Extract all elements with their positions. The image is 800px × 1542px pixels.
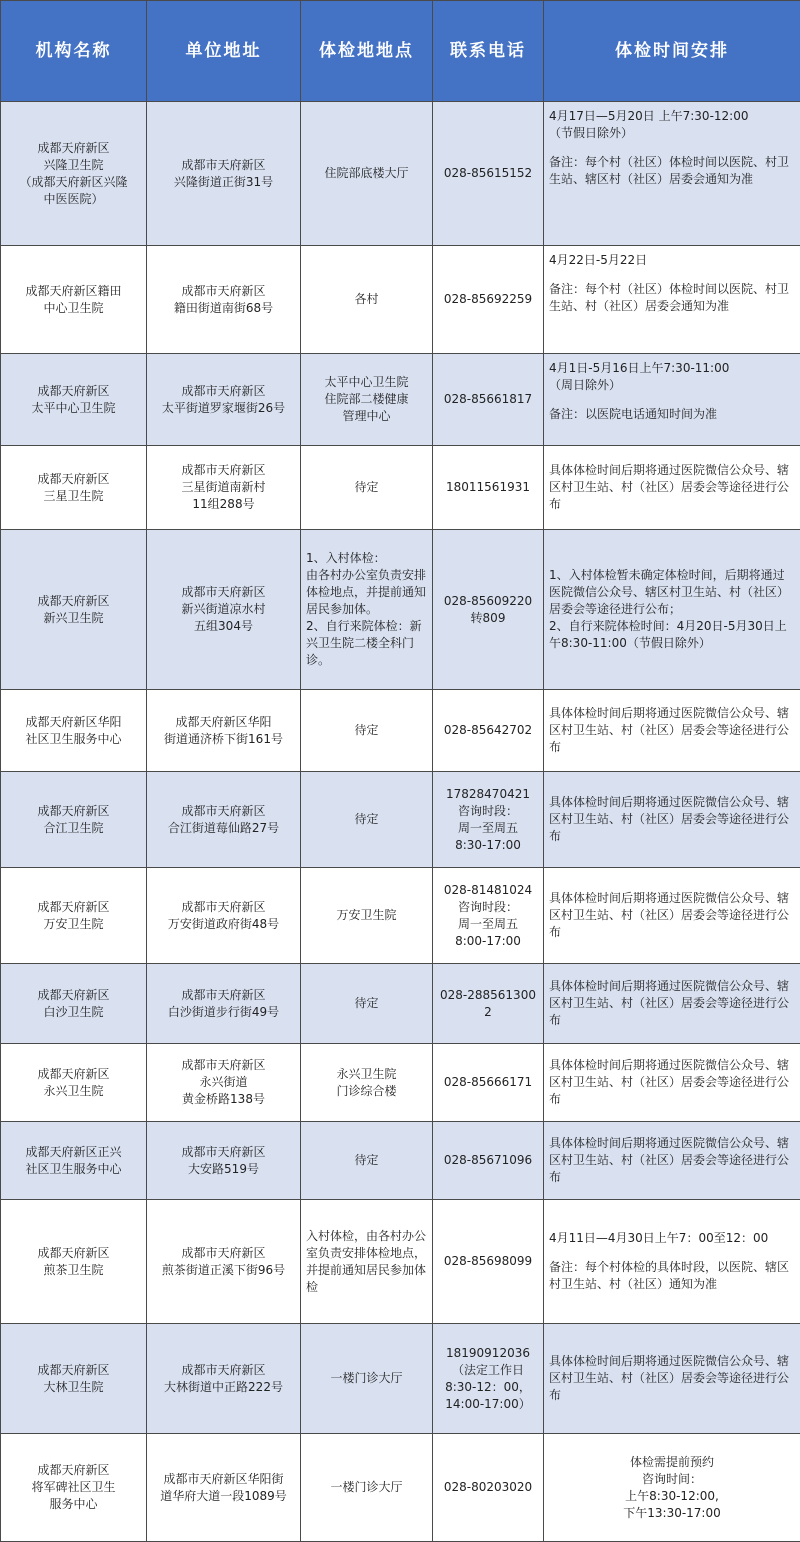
location-cell: 一楼门诊大厅 xyxy=(301,1434,433,1542)
schedule-cell: 1、入村体检暂未确定体检时间，后期将通过医院微信公众号、辖区村卫生站、村（社区）居委会等途径进行公布； 2、自行来院体检时间：4月20日-5月30日上午8:30-11:00（节假日除外） xyxy=(544,530,800,690)
table-row xyxy=(1,446,800,530)
phone-cell: 028-85609220 转809 xyxy=(433,530,544,690)
phone-cell: 028-85615152 xyxy=(433,102,544,246)
location-cell: 一楼门诊大厅 xyxy=(301,1324,433,1434)
location-cell: 入村体检，由各村办公室负责安排体检地点，并提前通知居民参加体检 xyxy=(301,1200,433,1324)
address-cell: 成都市天府新区 兴隆街道正街31号 xyxy=(147,102,301,246)
org-name-cell: 成都天府新区正兴 社区卫生服务中心 xyxy=(1,1122,147,1200)
schedule-cell: 具体体检时间后期将通过医院微信公众号、辖区村卫生站、村（社区）居委会等途径进行公布 xyxy=(544,868,800,964)
address-cell: 成都市天府新区 籍田街道南街68号 xyxy=(147,246,301,354)
header-address: 单位地址 xyxy=(147,1,301,102)
org-name-cell: 成都天府新区 大林卫生院 xyxy=(1,1324,147,1434)
schedule-note: 备注：以医院电话通知时间为准 xyxy=(549,406,795,423)
phone-cell: 028-85692259 xyxy=(433,246,544,354)
phone-cell: 028-85671096 xyxy=(433,1122,544,1200)
schedule-note: 备注：每个村（社区）体检时间以医院、村卫生站、辖区村（社区）居委会通知为准 xyxy=(549,154,795,188)
phone-cell: 18011561931 xyxy=(433,446,544,530)
table-row xyxy=(1,1200,800,1324)
org-name-cell: 成都天府新区 万安卫生院 xyxy=(1,868,147,964)
address-cell: 成都市天府新区 永兴街道 黄金桥路138号 xyxy=(147,1044,301,1122)
schedule-cell: 4月11日—4月30日上午7：00至12：00 备注：每个村体检的具体时段，以医院、辖区村卫生站、村（社区）通知为准 xyxy=(544,1200,800,1324)
address-cell: 成都市天府新区华阳街 道华府大道一段1089号 xyxy=(147,1434,301,1542)
location-cell: 永兴卫生院 门诊综合楼 xyxy=(301,1044,433,1122)
address-cell: 成都市天府新区 白沙街道步行街49号 xyxy=(147,964,301,1044)
location-cell: 待定 xyxy=(301,772,433,868)
table-row xyxy=(1,690,800,772)
address-cell: 成都市天府新区 三星街道南新村 11组288号 xyxy=(147,446,301,530)
location-cell: 住院部底楼大厅 xyxy=(301,102,433,246)
header-row xyxy=(1,1,800,102)
phone-cell: 028-85698099 xyxy=(433,1200,544,1324)
location-cell: 万安卫生院 xyxy=(301,868,433,964)
location-cell: 待定 xyxy=(301,1122,433,1200)
phone-cell: 028-80203020 xyxy=(433,1434,544,1542)
address-cell: 成都市天府新区 煎茶街道正溪下街96号 xyxy=(147,1200,301,1324)
table-row xyxy=(1,354,800,446)
location-cell: 待定 xyxy=(301,964,433,1044)
header-org: 机构名称 xyxy=(1,1,147,102)
schedule-cell: 具体体检时间后期将通过医院微信公众号、辖区村卫生站、村（社区）居委会等途径进行公布 xyxy=(544,1122,800,1200)
phone-cell: 028-85661817 xyxy=(433,354,544,446)
org-name-cell: 成都天府新区 白沙卫生院 xyxy=(1,964,147,1044)
address-cell: 成都市天府新区 万安街道政府街48号 xyxy=(147,868,301,964)
org-name-cell: 成都天府新区 将军碑社区卫生 服务中心 xyxy=(1,1434,147,1542)
schedule-cell: 具体体检时间后期将通过医院微信公众号、辖区村卫生站、村（社区）居委会等途径进行公布 xyxy=(544,1324,800,1434)
address-cell: 成都市天府新区 大林街道中正路222号 xyxy=(147,1324,301,1434)
org-name-cell: 成都天府新区 合江卫生院 xyxy=(1,772,147,868)
org-name-cell: 成都天府新区 新兴卫生院 xyxy=(1,530,147,690)
schedule-cell: 具体体检时间后期将通过医院微信公众号、辖区村卫生站、村（社区）居委会等途径进行公布 xyxy=(544,690,800,772)
header-phone: 联系电话 xyxy=(433,1,544,102)
table-row xyxy=(1,868,800,964)
org-name-cell: 成都天府新区 永兴卫生院 xyxy=(1,1044,147,1122)
table-row xyxy=(1,530,800,690)
location-cell: 太平中心卫生院 住院部二楼健康 管理中心 xyxy=(301,354,433,446)
schedule-cell: 具体体检时间后期将通过医院微信公众号、辖区村卫生站、村（社区）居委会等途径进行公布 xyxy=(544,446,800,530)
schedule-cell: 4月1日-5月16日上午7:30-11:00 （周日除外） 备注：以医院电话通知时间为准 xyxy=(544,354,800,446)
phone-cell: 028-85666171 xyxy=(433,1044,544,1122)
phone-cell: 028-2885613002 xyxy=(433,964,544,1044)
phone-cell: 18190912036 （法定工作日 8:30-12：00， 14:00-17:00） xyxy=(433,1324,544,1434)
table-row xyxy=(1,1122,800,1200)
org-name-cell: 成都天府新区华阳 社区卫生服务中心 xyxy=(1,690,147,772)
address-cell: 成都市天府新区 新兴街道凉水村 五组304号 xyxy=(147,530,301,690)
location-cell: 待定 xyxy=(301,690,433,772)
table-row xyxy=(1,1434,800,1542)
address-cell: 成都市天府新区 太平街道罗家堰街26号 xyxy=(147,354,301,446)
address-cell: 成都天府新区华阳 街道通济桥下街161号 xyxy=(147,690,301,772)
schedule-cell: 具体体检时间后期将通过医院微信公众号、辖区村卫生站、村（社区）居委会等途径进行公布 xyxy=(544,772,800,868)
schedule-cell: 4月17日—5月20日 上午7:30-12:00 （节假日除外） 备注：每个村（社区）体检时间以医院、村卫生站、辖区村（社区）居委会通知为准 xyxy=(544,102,800,246)
table-row xyxy=(1,964,800,1044)
table-row xyxy=(1,1324,800,1434)
table-row xyxy=(1,102,800,246)
header-location: 体检地地点 xyxy=(301,1,433,102)
header-schedule: 体检时间安排 xyxy=(544,1,800,102)
org-name-cell: 成都天府新区 兴隆卫生院 （成都天府新区兴隆 中医医院） xyxy=(1,102,147,246)
schedule-cell: 体检需提前预约 咨询时间： 上午8:30-12:00, 下午13:30-17:00 xyxy=(544,1434,800,1542)
table-row xyxy=(1,246,800,354)
location-cell: 待定 xyxy=(301,446,433,530)
phone-cell: 17828470421 咨询时段： 周一至周五 8:30-17:00 xyxy=(433,772,544,868)
org-name-cell: 成都天府新区 三星卫生院 xyxy=(1,446,147,530)
table-row xyxy=(1,1044,800,1122)
org-name-cell: 成都天府新区 太平中心卫生院 xyxy=(1,354,147,446)
location-cell: 1、入村体检： 由各村办公室负责安排体检地点，并提前通知居民参加体。 2、自行来院体检：新兴卫生院二楼全科门诊。 xyxy=(301,530,433,690)
location-cell: 各村 xyxy=(301,246,433,354)
org-name-cell: 成都天府新区 煎茶卫生院 xyxy=(1,1200,147,1324)
phone-cell: 028-81481024 咨询时段： 周一至周五 8:00-17:00 xyxy=(433,868,544,964)
schedule-note: 备注：每个村（社区）体检时间以医院、村卫生站、村（社区）居委会通知为准 xyxy=(549,281,795,315)
schedule-cell: 4月22日-5月22日 备注：每个村（社区）体检时间以医院、村卫生站、村（社区）居委会通知为准 xyxy=(544,246,800,354)
address-cell: 成都市天府新区 合江街道莓仙路27号 xyxy=(147,772,301,868)
schedule-cell: 具体体检时间后期将通过医院微信公众号、辖区村卫生站、村（社区）居委会等途径进行公布 xyxy=(544,964,800,1044)
schedule-note: 备注：每个村体检的具体时段，以医院、辖区村卫生站、村（社区）通知为准 xyxy=(549,1259,795,1293)
phone-cell: 028-85642702 xyxy=(433,690,544,772)
org-name-cell: 成都天府新区籍田 中心卫生院 xyxy=(1,246,147,354)
table-row xyxy=(1,772,800,868)
schedule-cell: 具体体检时间后期将通过医院微信公众号、辖区村卫生站、村（社区）居委会等途径进行公布 xyxy=(544,1044,800,1122)
address-cell: 成都市天府新区 大安路519号 xyxy=(147,1122,301,1200)
